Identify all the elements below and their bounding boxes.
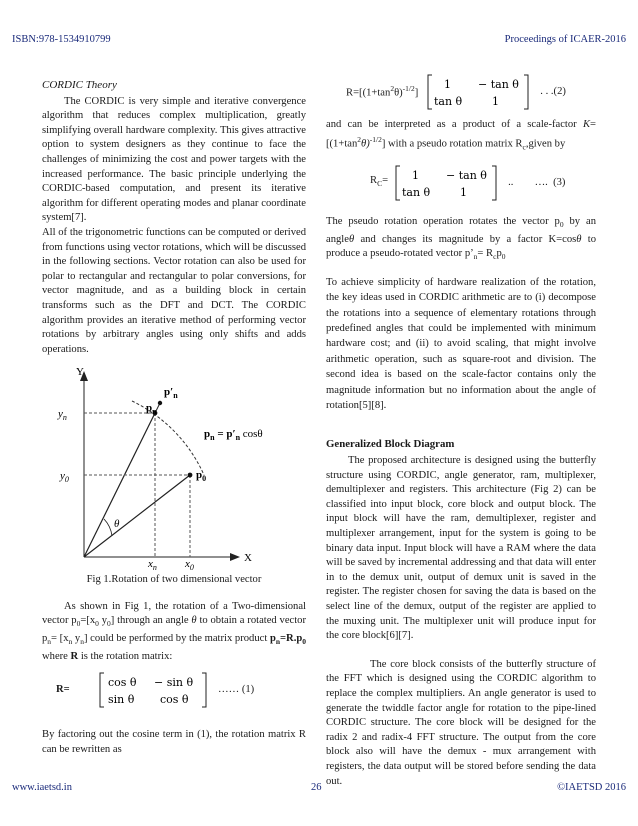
theta-label: θ	[114, 518, 120, 531]
paragraph-scale-factor: and can be interpreted as a product of a scale-factor $K=[(1+\tan^2\theta)^{-1/2}]$ with a pseudo rotation matrix $R_c,given$ by	[326, 119, 596, 152]
yn-label: $y_n$	[58, 408, 67, 423]
eq3-label: $R_C=$	[370, 174, 389, 189]
x-axis-label: X	[244, 552, 252, 565]
figure-caption: Fig 1.Rotation of two dimensional vector	[86, 574, 262, 586]
eq2-number: . . .(2)	[540, 85, 566, 97]
eq2-m11: 1	[444, 78, 452, 91]
paragraph-rotation-explained: As shown in Fig 1, the rotation of a Two-dimensional vector $p_0=[x_0$ $y_0$] through an angle θ to obtain a rotated vector $p_n= [x_n$ $y_n$] could be performed by the matrix product $p_n=R.p_0$ where R is the rotation matrix:	[42, 600, 306, 662]
point-p0	[188, 473, 193, 478]
footer-page-number: 26	[311, 782, 322, 793]
equation-2	[326, 70, 596, 114]
section-heading-cordic-theory: CORDIC Theory	[42, 79, 117, 91]
paragraph-factoring: By factoring out the cosine term in (1), the rotation matrix R can be rewritten as	[42, 729, 306, 756]
eq3-m22: 1	[460, 185, 468, 199]
header-isbn: ISBN:978-1534910799	[12, 34, 111, 45]
x0-label: $x_0$	[185, 558, 194, 573]
eq1-m21: sin θ	[108, 693, 135, 707]
eq1-m22: cos θ	[160, 693, 189, 707]
eq2-matrix	[426, 72, 530, 112]
equation-1	[42, 668, 306, 712]
point-pn-prime	[158, 401, 162, 405]
pn-prime-label: $p'_n$	[164, 386, 178, 401]
section-heading-block-diagram: Generalized Block Diagram	[326, 438, 455, 451]
left-column	[42, 78, 306, 758]
right-column	[326, 70, 596, 789]
eq3-m12: − tan θ	[446, 168, 487, 182]
footer-copyright: ©IAETSD 2016	[557, 782, 626, 793]
paragraph-architecture: The proposed architecture is designed using the butterfly structure using CORDIC, angle generator, ram, multiplexer, demultiplexer and registers. This architecture (Fig 2) can be classified into input block, core block and output block. The input block will have the ram, demultiplexer, register and multiplexer arrangement, input for the system is going to be binary data input. Input block will have a RAM where the data will be saved by incremental addressing and that data will enter in to the demux unit, output of demux unit is saved in the register. The register chosen for saving the data is based on the select line of the demux, output of the register are applied to the muxing unit. The multiplexer unit will produce input for the core block[6][7].	[326, 455, 596, 642]
vector-pn	[84, 413, 155, 557]
paragraph-pseudo-rotation: The pseudo rotation operation rotates the vector $p_0$ by an angleθ and changes its magnitude by a factor K=cosθ to produce a pseudo-rotated vector $p’_n= R_cp_0$	[326, 215, 596, 262]
eq1-matrix	[98, 670, 208, 710]
eq2-m21: tan θ	[434, 95, 463, 108]
eq3-m11: 1	[412, 168, 420, 182]
xn-label: $x_n$	[148, 558, 157, 573]
eq1-m12: − sin θ	[154, 676, 194, 690]
pn-formula-label: $p_n = p'_n$ cosθ	[204, 428, 263, 443]
paragraph-hardware-simplicity: To achieve simplicity of hardware realization of the rotation, the key ideas used in CORDIC arithmetic are to (i) decompose the rotations into a sequence of elementary rotations through predefined angles that could be implemented with minimum hardware cost; and (ii) to avoid scaling, that might involve arithmetic operation, such as square-root and division. The second idea is based on the scale-factor contains only the magnitude information but no information about the angle of rotation[5][8].	[326, 276, 596, 412]
eq1-label: R=	[56, 684, 70, 696]
eq1-m11: cos θ	[108, 676, 137, 690]
equation-3	[326, 161, 596, 205]
vector-p0	[84, 475, 190, 557]
footer-website: www.iaetsd.in	[12, 782, 72, 793]
eq1-number: …… (1)	[218, 684, 255, 696]
pn-label: $p_n$	[146, 402, 157, 417]
eq3-matrix	[394, 163, 498, 203]
y0-label: $y_0$	[60, 470, 69, 485]
eq3-m21: tan θ	[402, 185, 431, 199]
paragraph-core-block: The core block consists of the butterfly structure of the FFT which is designed using the CORDIC algorithm to replace the complex multipliers. An angle generator is used to generate the twiddle factor angle for rotation to the pipe-lined CORDIC structure. The core block will be designed for the radix 2 and radix-4 FFT structure. The output from the core block also will have the demux - mux arrangement with registers, the data output will be stored before sending the data out.	[326, 658, 596, 787]
figure-vector-rotation	[42, 365, 306, 573]
paragraph-cordic-intro: The CORDIC is very simple and iterative convergence algorithm that reduces complex multiplication, greatly simplifying overall hardware complexity. This gives attractive option to system designers as they continue to face the challenges of minimizing the cost and power targets with the increased performance. The basic principle underlying the CORDIC-based computation, and present its iterative algorithm for different operating modes and planar coordinate system[7].	[42, 95, 306, 224]
eq2-m22: 1	[492, 95, 500, 108]
paragraph-vector-rotation: All of the trigonometric functions can be computed or derived from functions using vector rotations, which will be discussed in the following sections. Vector rotation can also be used for polar to rectangular and rectangular to polar conversions, for vector magnitude, and as a building block in certain transforms such as the DFT and DCT. The CORDIC algorithm provides an iterative method of performing vector rotations by arbitrary angles using only shifts and adds operations.	[42, 226, 306, 355]
eq3-number: .. …. (3)	[508, 176, 566, 188]
eq2-label: $R=[(1+\tan^2\theta)^{-1/2}]$	[346, 84, 419, 99]
eq2-m12: − tan θ	[478, 78, 520, 91]
y-axis-label: Y	[76, 366, 84, 379]
header-proceedings: Proceedings of ICAER-2016	[504, 34, 626, 45]
p0-label: $p_0$	[196, 469, 207, 484]
